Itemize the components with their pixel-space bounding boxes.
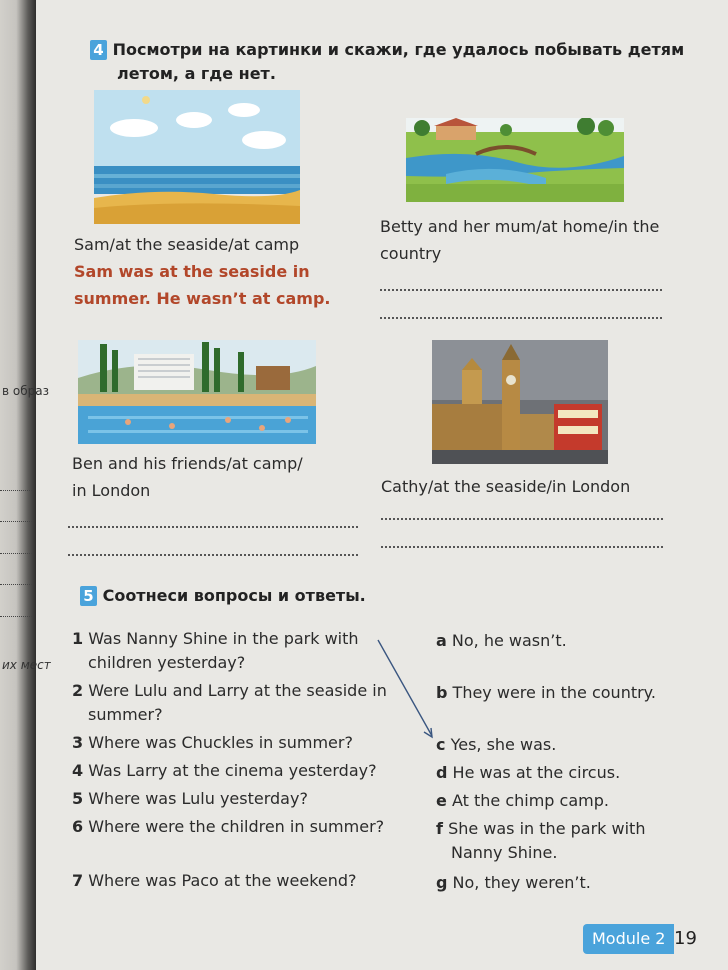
question-text: Was Nanny Shine in the park with <box>88 629 359 648</box>
answer-line-cathy-2[interactable] <box>381 546 663 548</box>
spine-text-mid: их мест <box>2 658 51 672</box>
answer-b <box>436 681 656 705</box>
prompt-ben-line2: in London <box>72 481 151 500</box>
seaside-picture <box>94 90 300 224</box>
country-picture <box>406 118 624 202</box>
question-text: Were Lulu and Larry at the seaside in <box>88 681 387 700</box>
question-5 <box>72 787 308 811</box>
exercise-4-title-line1: Посмотри на картинки и скажи, где удалось побывать детям <box>112 40 685 59</box>
answer-sam <box>74 258 330 312</box>
answer-d <box>436 761 620 785</box>
prompt-ben-line1: Ben and his friends/at camp/ <box>72 454 303 473</box>
exercise-4-title <box>90 38 700 86</box>
answer-g <box>436 871 591 895</box>
answer-letter: g <box>436 873 448 892</box>
prompt-ben <box>72 450 303 504</box>
london-picture <box>432 340 608 464</box>
question-text: Was Larry at the cinema yesterday? <box>88 761 377 780</box>
page-number: 19 <box>674 928 697 949</box>
answer-letter: c <box>436 735 446 754</box>
answer-letter: a <box>436 631 447 650</box>
spine-line <box>0 616 32 617</box>
prompt-betty <box>380 213 659 267</box>
exercise-5-title-text: Соотнеси вопросы и ответы. <box>102 586 366 605</box>
question-number: 6 <box>72 817 84 836</box>
question-4 <box>72 759 377 783</box>
question-7 <box>72 869 357 893</box>
answer-sam-line1: Sam was at the seaside in <box>74 262 310 281</box>
spine-line <box>0 490 32 491</box>
prompt-cathy <box>381 473 630 500</box>
answer-text: At the chimp camp. <box>451 791 609 810</box>
question-6 <box>72 815 384 839</box>
answer-line-ben-2[interactable] <box>68 554 358 556</box>
answer-c <box>436 733 556 757</box>
answer-line-betty-2[interactable] <box>380 317 662 319</box>
prompt-sam-line: Sam/at the seaside/at camp <box>74 235 300 254</box>
answer-e <box>436 789 609 813</box>
book-spine <box>0 0 36 970</box>
answer-letter: d <box>436 763 448 782</box>
module-badge: Module 2 <box>583 924 674 954</box>
question-1 <box>72 627 359 675</box>
question-text: Where were the children in summer? <box>88 817 385 836</box>
exercise-4-title-line2: летом, а где нет. <box>117 64 276 83</box>
answer-text: They were in the country. <box>452 683 656 702</box>
answer-text: She was in the park with <box>448 819 646 838</box>
spine-line <box>0 521 32 522</box>
question-number: 1 <box>72 629 84 648</box>
prompt-betty-line1: Betty and her mum/at home/in the <box>380 217 660 236</box>
answer-letter: f <box>436 819 443 838</box>
answer-a <box>436 629 567 653</box>
answer-line-ben-1[interactable] <box>68 526 358 528</box>
question-text-cont: children yesterday? <box>88 653 246 672</box>
question-number: 5 <box>72 789 84 808</box>
answer-text: No, they weren’t. <box>452 873 591 892</box>
matching-arrow <box>370 636 440 748</box>
exercise-5-title <box>80 584 366 608</box>
answer-text: No, he wasn’t. <box>451 631 567 650</box>
prompt-sam <box>74 231 299 258</box>
question-number: 7 <box>72 871 84 890</box>
spine-line <box>0 584 32 585</box>
answer-line-cathy-1[interactable] <box>381 518 663 520</box>
question-2 <box>72 679 387 727</box>
answer-text-cont: Nanny Shine. <box>451 843 558 862</box>
prompt-cathy-line: Cathy/at the seaside/in London <box>381 477 631 496</box>
exercise-5-number: 5 <box>80 586 97 606</box>
answer-sam-line2: summer. He wasn’t at camp. <box>74 289 331 308</box>
spine-text-top: в образ <box>2 384 49 398</box>
answer-f <box>436 817 645 865</box>
answer-line-betty-1[interactable] <box>380 289 662 291</box>
question-3 <box>72 731 353 755</box>
question-number: 4 <box>72 761 84 780</box>
question-number: 3 <box>72 733 84 752</box>
answer-text: Yes, she was. <box>450 735 557 754</box>
answer-text: He was at the circus. <box>452 763 621 782</box>
spine-line <box>0 553 32 554</box>
question-text: Where was Lulu yesterday? <box>88 789 308 808</box>
camp-picture <box>78 340 316 444</box>
exercise-4-number: 4 <box>90 40 107 60</box>
question-number: 2 <box>72 681 84 700</box>
answer-letter: e <box>436 791 447 810</box>
answer-letter: b <box>436 683 448 702</box>
question-text: Where was Chuckles in summer? <box>88 733 353 752</box>
question-text: Where was Paco at the weekend? <box>88 871 357 890</box>
prompt-betty-line2: country <box>380 244 442 263</box>
question-text-cont: summer? <box>88 705 163 724</box>
